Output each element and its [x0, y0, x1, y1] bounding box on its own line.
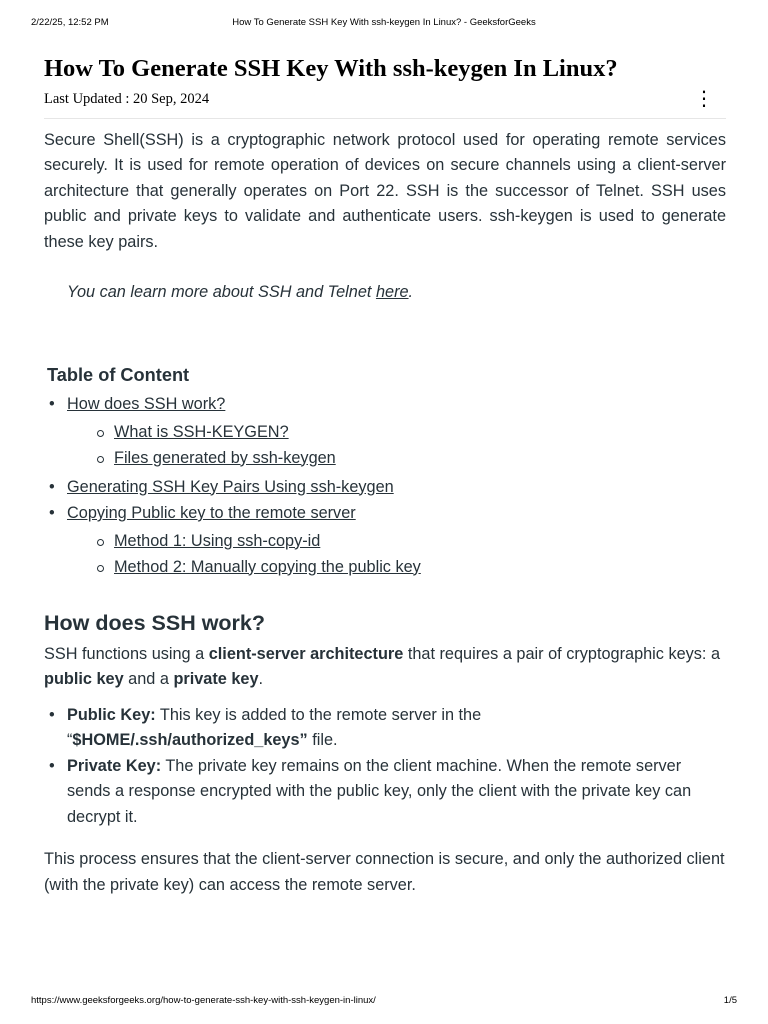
toc-link-method-2[interactable]: Method 2: Manually copying the public key [114, 557, 421, 576]
bold-text: public key [44, 670, 124, 689]
toc-subitem [67, 554, 726, 580]
toc-link-files-generated[interactable]: Files generated by ssh-keygen [114, 448, 336, 467]
note-paragraph [67, 280, 726, 305]
print-page-title: How To Generate SSH Key With ssh-keygen In Linux? - GeeksforGeeks [232, 17, 536, 28]
private-key-label: Private Key: [67, 756, 162, 775]
kebab-vertical-icon[interactable]: ⋮ [694, 88, 714, 110]
key-list [44, 703, 726, 831]
toc-subitem [67, 528, 726, 554]
print-date: 2/22/25, 12:52 PM [31, 17, 109, 28]
list-item-private-key [44, 754, 726, 831]
print-header [31, 17, 737, 31]
toc-title: Table of Content [47, 365, 190, 386]
section-paragraph [44, 642, 726, 693]
toc-item [44, 474, 726, 501]
note-end: . [408, 283, 414, 302]
list-item-public-key [44, 703, 726, 754]
text-run: This key is added to the remote server in the “ [67, 705, 482, 750]
toc-item [44, 391, 726, 471]
table-of-content [44, 391, 726, 580]
public-key-label: Public Key: [67, 705, 156, 724]
toc-item [44, 500, 726, 580]
last-updated: Last Updated : 20 Sep, 2024 [44, 91, 210, 107]
toc-sublist [67, 528, 726, 580]
bold-text: client-server architecture [208, 644, 404, 663]
text-run: The private key remains on the client machine. When the remote server sends a response encrypted with the public key, only the client with the private key can decrypt it. [67, 756, 692, 826]
toc-subitem [67, 445, 726, 471]
authorized-keys-path: $HOME/.ssh/authorized_keys” [72, 731, 308, 750]
article [44, 54, 726, 899]
article-meta [44, 88, 726, 119]
text-run: SSH functions using a [44, 644, 209, 663]
article-title: How To Generate SSH Key With ssh-keygen In Linux? [44, 55, 618, 82]
text-run: . [258, 670, 264, 689]
toc-subitem [67, 419, 726, 445]
print-footer [31, 995, 737, 1009]
note-text: You can learn more about SSH and Telnet [67, 283, 376, 302]
section-heading: How does SSH work? [44, 610, 266, 635]
closing-paragraph: This process ensures that the client-server connection is secure, and only the authorized client (with the private key) can access the remote server. [44, 850, 725, 894]
text-run: that requires a pair of cryptographic keys: a [403, 644, 721, 663]
bold-text: private key [173, 670, 259, 689]
page-number: 1/5 [723, 995, 737, 1006]
toc-link-what-is-ssh-keygen[interactable]: What is SSH-KEYGEN? [114, 422, 289, 441]
toc-link-generating-key-pairs[interactable]: Generating SSH Key Pairs Using ssh-keygen [67, 477, 394, 496]
toc-sublist [67, 419, 726, 471]
here-link[interactable]: here [375, 283, 409, 302]
text-run: and a [123, 670, 174, 689]
toc-link-method-1[interactable]: Method 1: Using ssh-copy-id [114, 531, 321, 550]
print-url: https://www.geeksforgeeks.org/how-to-generate-ssh-key-with-ssh-keygen-in-linux/ [31, 995, 376, 1006]
toc-link-how-does-ssh-work[interactable]: How does SSH work? [67, 395, 226, 414]
text-run: file. [307, 731, 338, 750]
intro-paragraph: Secure Shell(SSH) is a cryptographic network protocol used for operating remote services securely. It is used for remote operation of devices on secure channels using a client-server architecture that generally operates on Port 22. SSH is the successor of Telnet. SSH uses public and private keys to validate and authenticate users. ssh-keygen is used to generate these key pairs. [44, 131, 726, 251]
toc-link-copying-public-key[interactable]: Copying Public key to the remote server [67, 504, 356, 523]
